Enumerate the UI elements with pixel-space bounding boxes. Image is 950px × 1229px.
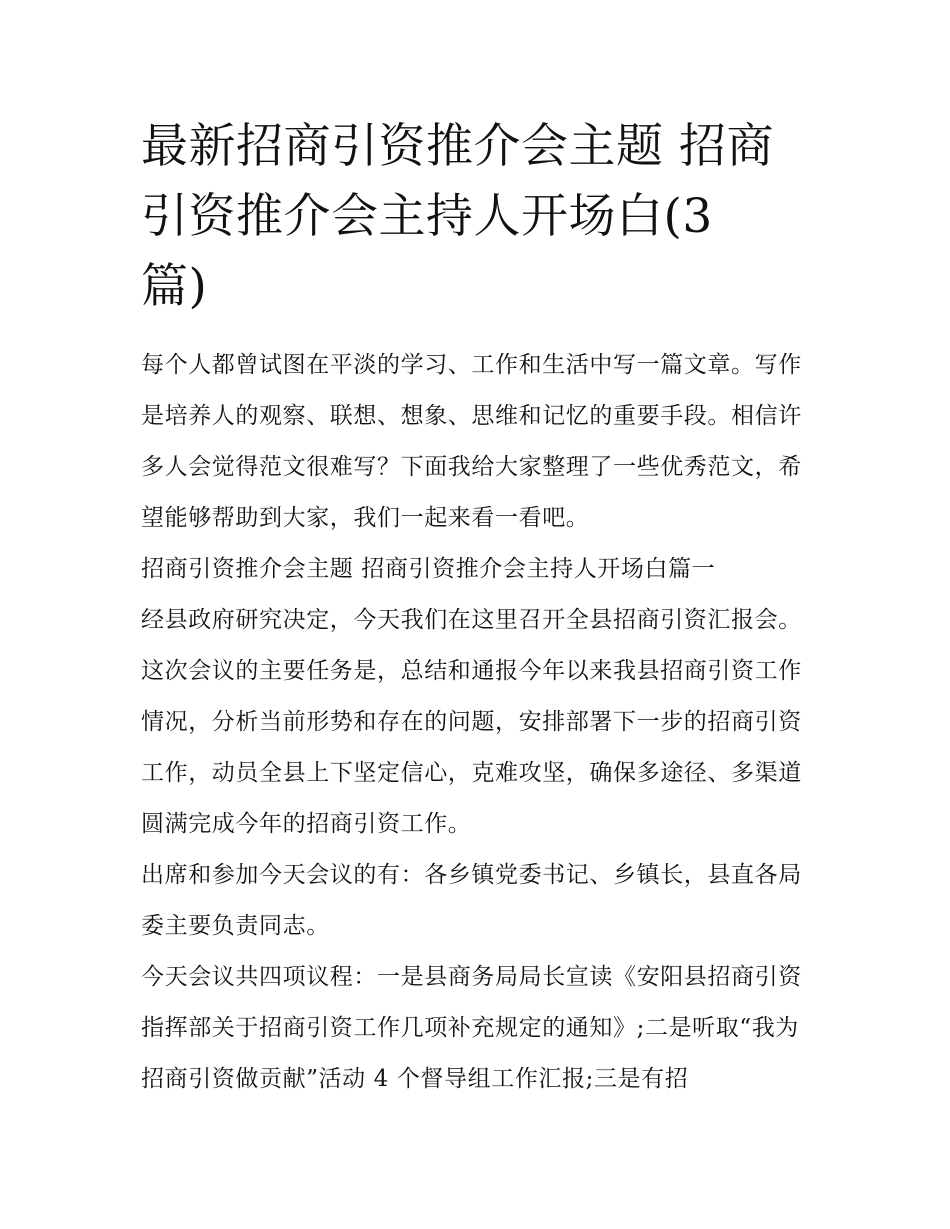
title-line-3: 篇) (141, 259, 208, 314)
section-heading: 招商引资推介会主题 招商引资推介会主持人开场白篇一 (141, 556, 716, 582)
paragraph-meeting-decision: 经县政府研究决定，今天我们在这里召开全县招商引资汇报会。这次会议的主要任务是，总结和通报今年以来我县招商引资工作情况，分析当前形势和存在的问题，安排部署下一步的招商引资工作，动员全县上下坚定信心，克难攻坚，确保多途径、多渠道圆满完成今年的招商引资工作。 (141, 607, 802, 837)
paragraph-agenda: 今天会议共四项议程：一是县商务局局长宣读《安阳县招商引资指挥部关于招商引资工作几项补充规定的通知》;二是听取“我为招商引资做贡献”活动 4 个督导组工作汇报;三是有招 (141, 964, 802, 1092)
title-line-2: 引资推介会主持人开场白(3 (141, 189, 713, 244)
document-content (141, 112, 813, 1105)
paragraph-attendees: 出席和参加今天会议的有：各乡镇党委书记、乡镇长，县直各局委主要负责同志。 (141, 862, 802, 939)
title-line-1: 最新招商引资推介会主题 招商 (141, 119, 774, 174)
document-body (141, 340, 813, 1105)
document-title (141, 112, 813, 322)
paragraph-intro: 每个人都曾试图在平淡的学习、工作和生活中写一篇文章。写作是培养人的观察、联想、想象、思维和记忆的重要手段。相信许多人会觉得范文很难写？下面我给大家整理了一些优秀范文，希望能够帮助到大家，我们一起来看一看吧。 (141, 352, 802, 531)
